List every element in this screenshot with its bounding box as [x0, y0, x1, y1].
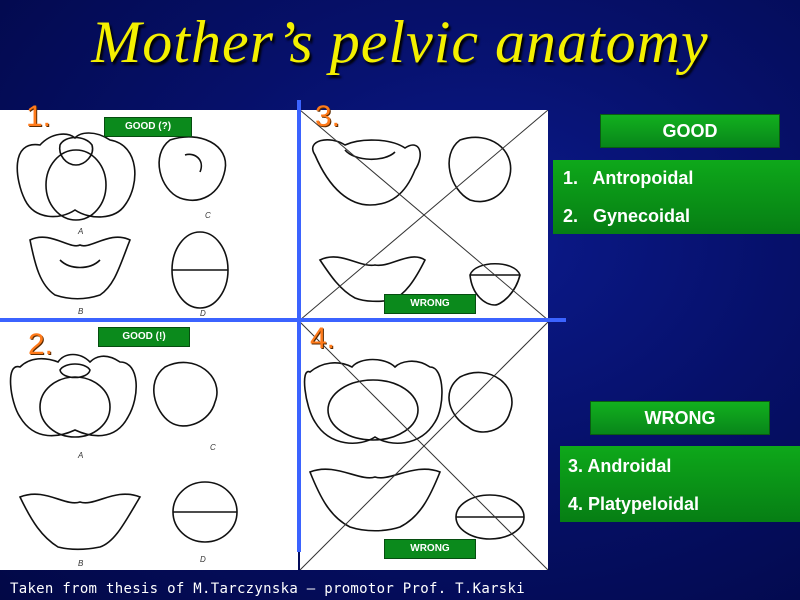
figure-letter-b: B: [78, 307, 84, 316]
panel-tag-4: WRONG: [384, 539, 476, 559]
panel-number-3: 3.: [315, 100, 341, 133]
figure-letter-a-2: A: [78, 451, 84, 460]
wrong-list: [560, 446, 800, 522]
panel-number-2: 2.: [28, 328, 54, 361]
panel-number-1: 1.: [26, 100, 52, 133]
pelvis-drawing-3: [300, 110, 548, 320]
wrong-heading: WRONG: [590, 401, 770, 435]
panel-number-4: 4.: [310, 322, 336, 355]
pelvis-panel-3: [300, 110, 548, 320]
figure-letter-c: C: [205, 211, 211, 220]
figure-letter-b-2: B: [78, 559, 84, 568]
figure-letter-c-2: C: [210, 443, 216, 452]
pelvis-drawing-1: [0, 110, 298, 320]
figure-letter-a: A: [78, 227, 84, 236]
figure-letter-d: D: [200, 309, 206, 318]
good-item-1: 1. Antropoidal: [563, 168, 694, 188]
footer-credit: Taken from thesis of M.Tarczynska – promotor Prof. T.Karski: [10, 581, 525, 597]
good-item-2: 2. Gynecoidal: [563, 206, 691, 226]
slide-title: Mother’s pelvic anatomy: [91, 9, 709, 75]
panel-tag-1: GOOD (?): [104, 117, 192, 137]
pelvis-drawing-4: [300, 322, 548, 570]
divider-vertical: [297, 100, 301, 552]
panel-tag-2: GOOD (!): [98, 327, 190, 347]
good-heading: GOOD: [600, 114, 780, 148]
figure-letter-d-2: D: [200, 555, 206, 564]
pelvis-panel-1: [0, 110, 298, 320]
wrong-item-2: 4. Platypeloidal: [568, 494, 700, 514]
wrong-item-1: 3. Androidal: [568, 456, 672, 476]
panel-tag-3: WRONG: [384, 294, 476, 314]
pelvis-panel-4: [300, 322, 548, 570]
good-list: [553, 160, 800, 234]
divider-horizontal: [0, 318, 566, 322]
